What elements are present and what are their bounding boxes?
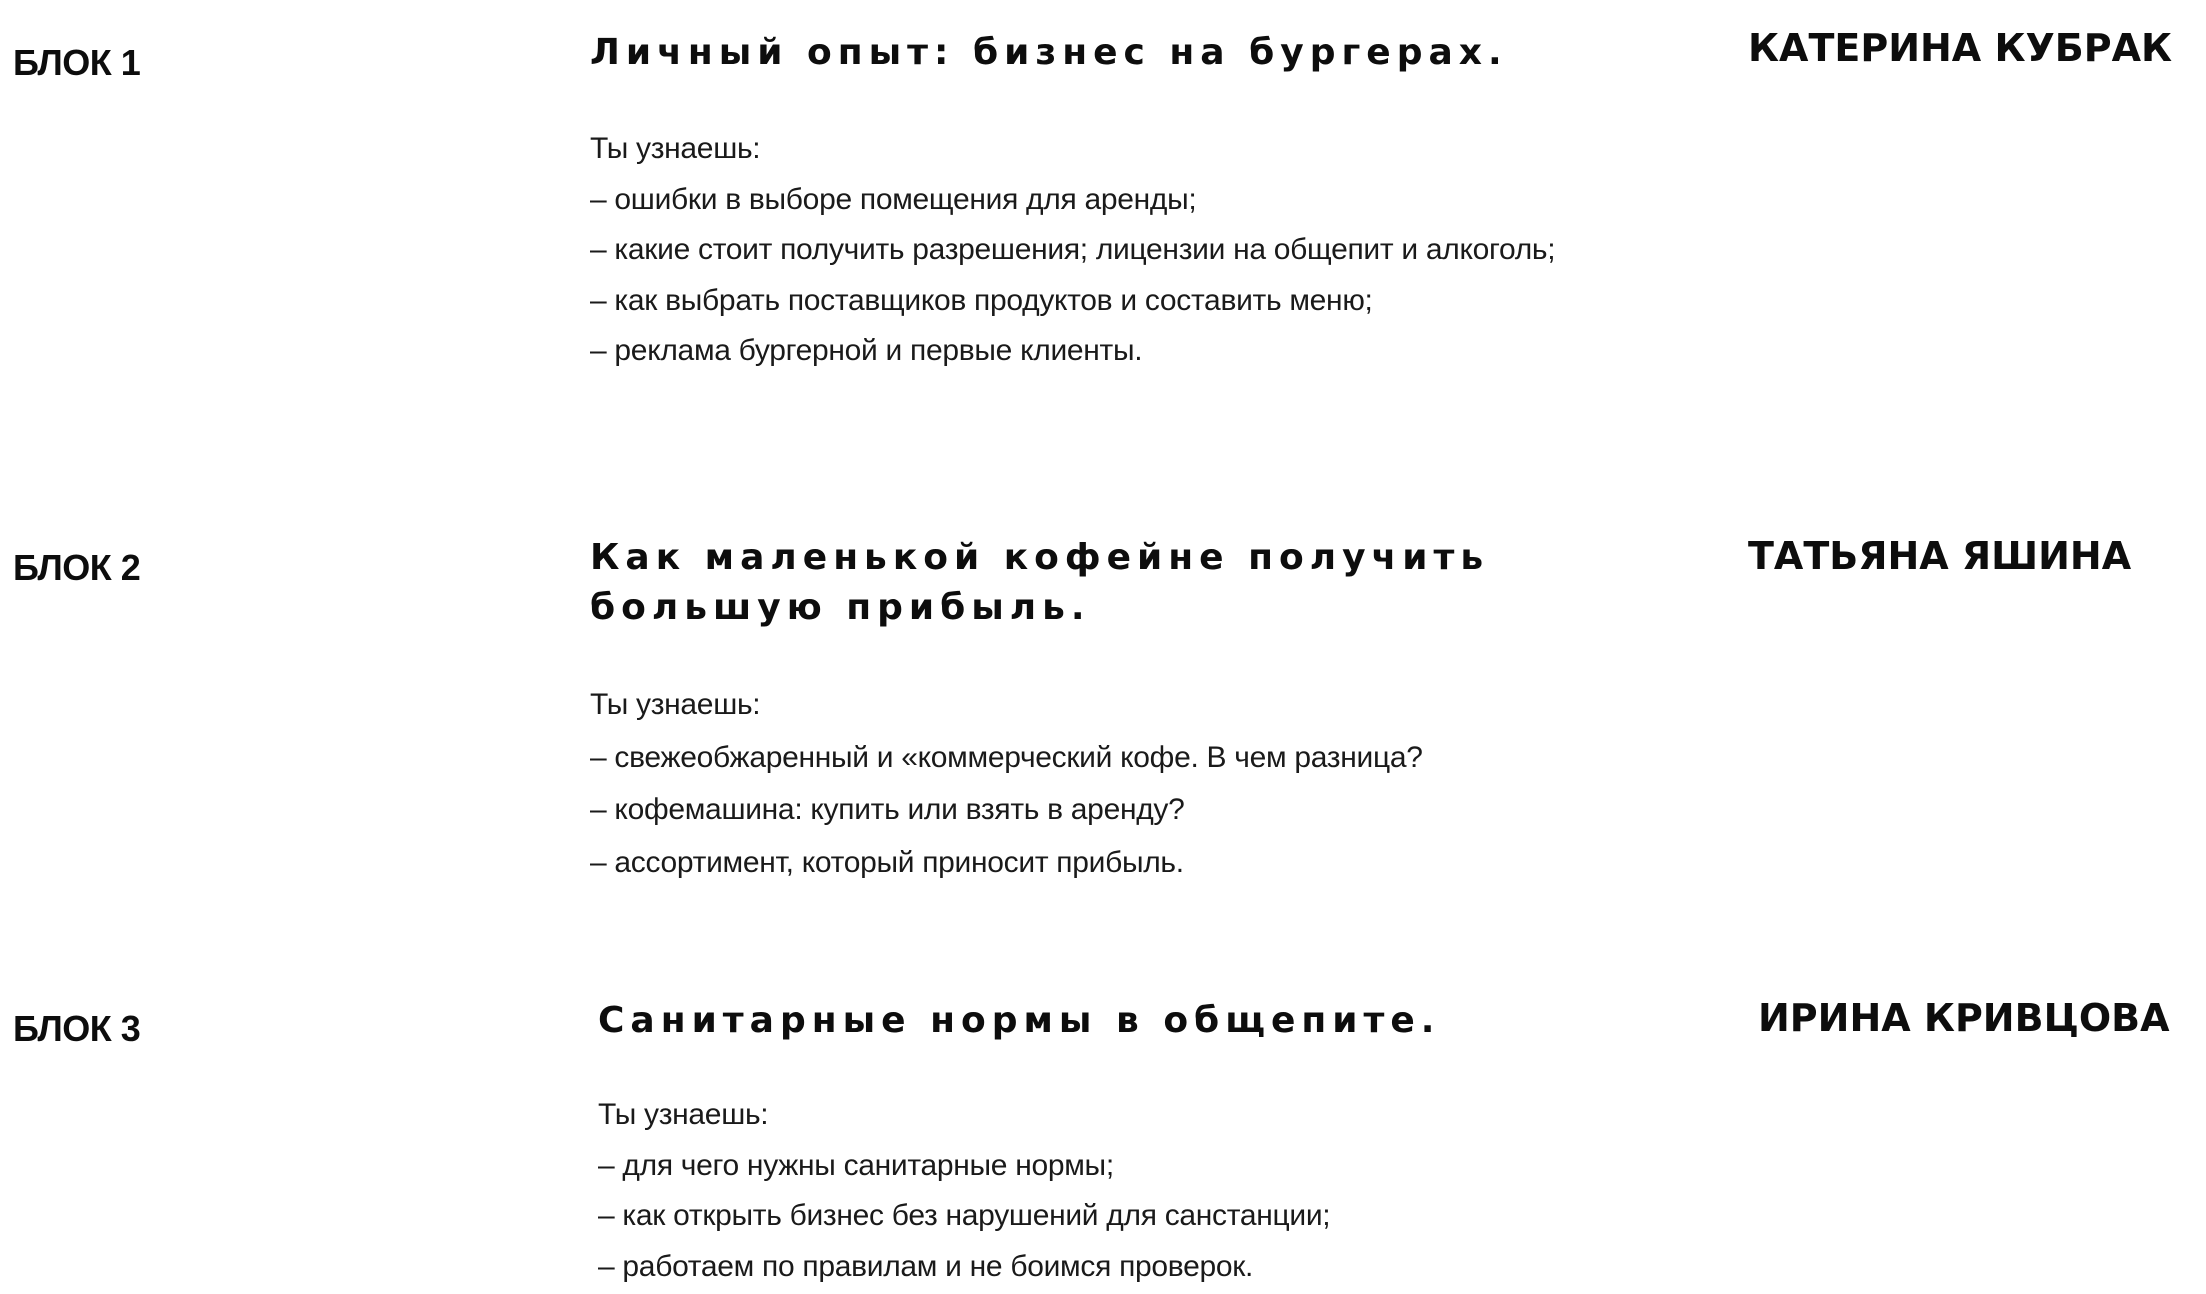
speaker-name: ТАТЬЯНА ЯШИНА [1748, 534, 2132, 578]
block-description [590, 124, 1890, 377]
intro-text: Ты узнаешь: [598, 1098, 769, 1131]
list-item: – как открыть бизнес без нарушений для санстанции; [598, 1199, 1331, 1232]
list-item: – какие стоит получить разрешения; лицензии на общепит и алкоголь; [590, 233, 1556, 266]
intro-text: Ты узнаешь: [590, 132, 761, 165]
block-label: БЛОК 3 [13, 1008, 141, 1049]
list-item: – реклама бургерной и первые клиенты. [590, 334, 1143, 367]
block-label: БЛОК 1 [13, 42, 141, 83]
list-item: – работаем по правилам и не боимся проверок. [598, 1249, 1254, 1283]
list-item: – ошибки в выборе помещения для аренды; [590, 182, 1197, 216]
intro-text: Ты узнаешь: [590, 688, 761, 721]
block-title: Личный опыт: бизнес на бургерах. [590, 32, 1508, 73]
block-label: БЛОК 2 [13, 547, 141, 588]
speaker-name: КАТЕРИНА КУБРАК [1748, 26, 2173, 70]
block-title: Санитарные нормы в общепите. [598, 1000, 1441, 1041]
list-item: – для чего нужны санитарные нормы; [598, 1148, 1114, 1182]
list-item: – как выбрать поставщиков продуктов и составить меню; [590, 283, 1373, 317]
speaker-name: ИРИНА КРИВЦОВА [1758, 996, 2170, 1040]
block-description [598, 1090, 1898, 1292]
list-item: – свежеобжаренный и «коммерческий кофе. В чем разница? [590, 740, 1423, 774]
list-item: – ассортимент, который приносит прибыль. [590, 845, 1184, 879]
block-title: Как маленькой кофейне получить большую прибыль. [590, 537, 1490, 628]
block-description [590, 679, 1890, 889]
list-item: – кофемашина: купить или взять в аренду? [590, 793, 1185, 826]
